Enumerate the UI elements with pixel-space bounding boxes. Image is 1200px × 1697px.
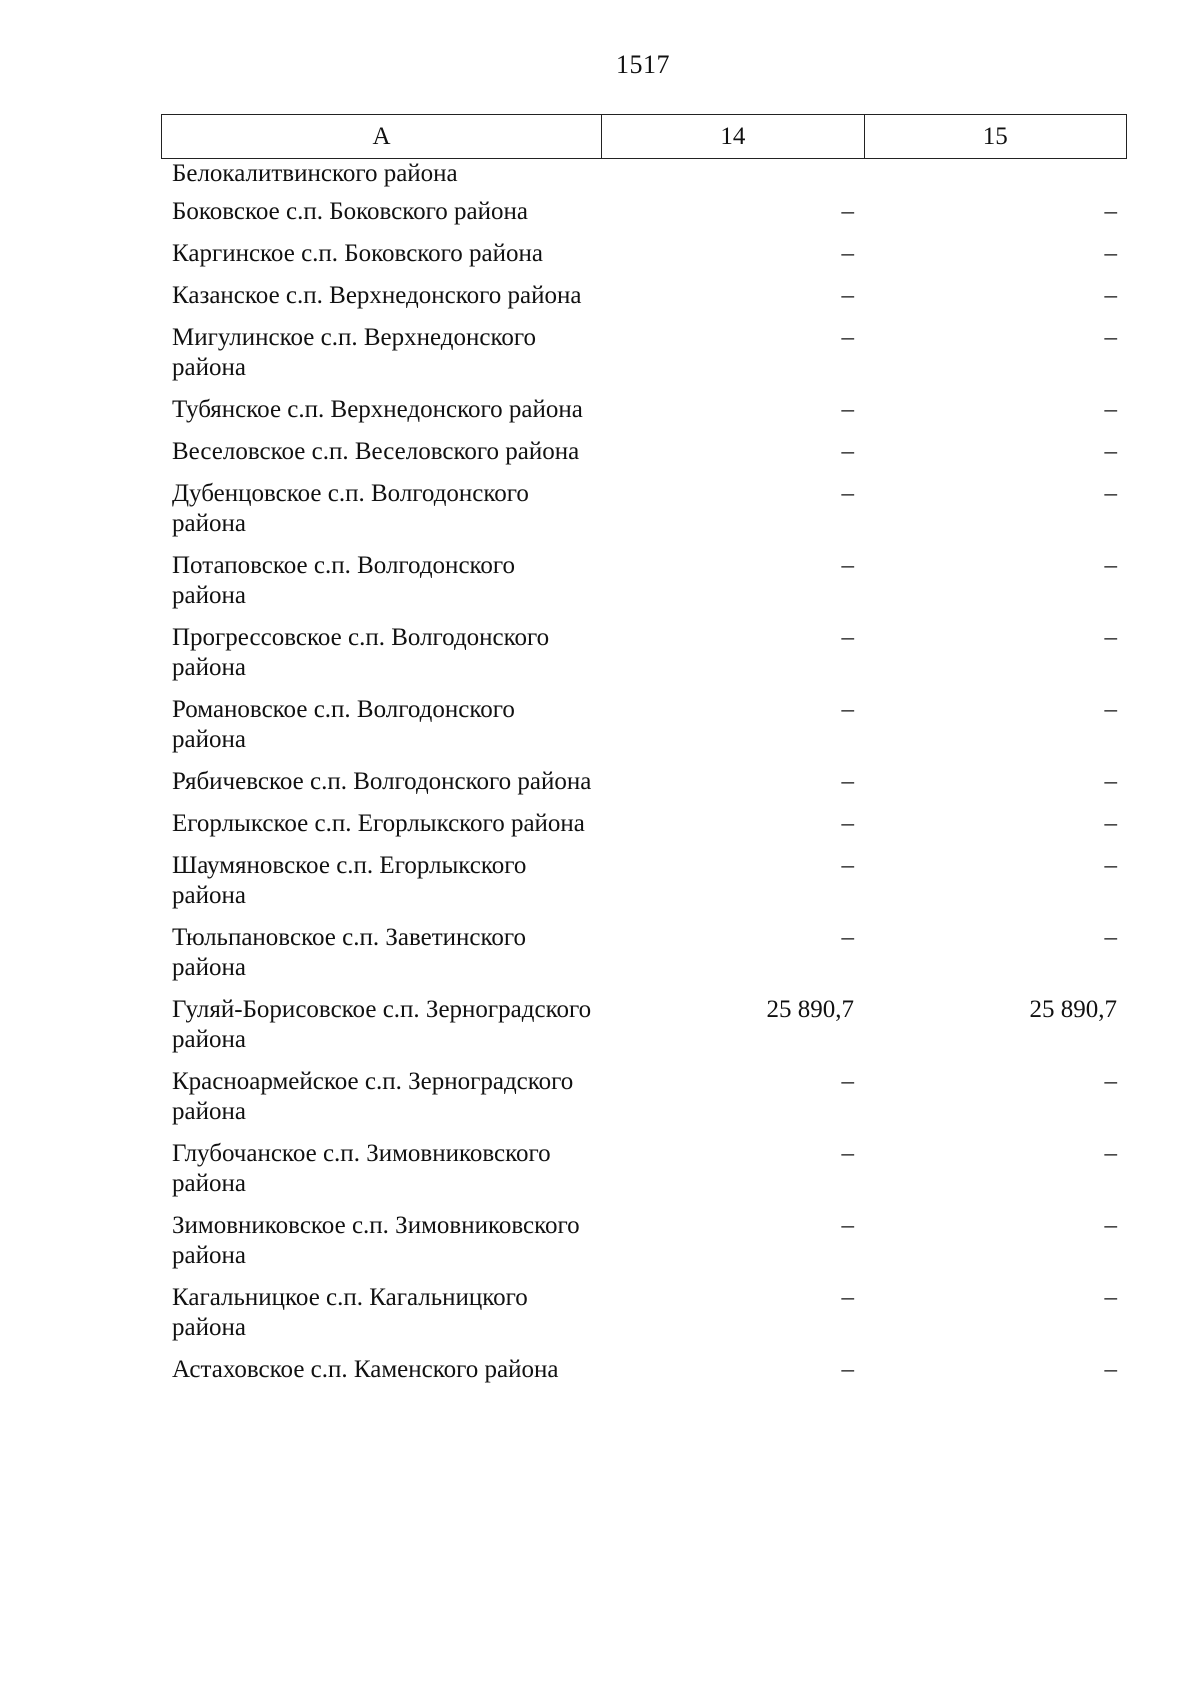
row-value-14: – <box>841 1356 854 1383</box>
row-value-15: – <box>1104 768 1117 795</box>
row-value-15: – <box>1104 1284 1117 1311</box>
table-row <box>161 281 1127 311</box>
table-row <box>161 197 1127 227</box>
row-value-14: – <box>841 852 854 879</box>
table-header-row <box>161 114 1127 159</box>
row-name-cell: Гуляй-Борисовское с.п. Зерноградского района <box>172 996 592 1053</box>
row-value-14: – <box>841 924 854 951</box>
table-row <box>161 695 1127 755</box>
table-row <box>161 1283 1127 1343</box>
row-name-cell: Шаумяновское с.п. Егорлыкского района <box>172 852 527 909</box>
row-value-15: – <box>1104 624 1117 651</box>
row-value-14: – <box>841 1140 854 1167</box>
row-value-15: – <box>1104 1356 1117 1383</box>
row-name-cell: Веселовское с.п. Веселовского района <box>172 438 580 465</box>
row-value-15: – <box>1104 324 1117 351</box>
header-cell-15: 15 <box>864 115 1126 158</box>
row-value-15: – <box>1104 1068 1117 1095</box>
table-row <box>161 1211 1127 1271</box>
row-value-14: – <box>841 696 854 723</box>
row-name-cell: Красноармейское с.п. Зерноградского района <box>172 1068 574 1125</box>
table-row <box>161 323 1127 383</box>
table-row <box>161 1067 1127 1127</box>
table-row <box>161 1139 1127 1199</box>
row-name-cell: Прогрессовское с.п. Волгодонского района <box>172 624 550 681</box>
row-value-14: – <box>841 240 854 267</box>
table-row <box>161 479 1127 539</box>
row-name-cell: Казанское с.п. Верхнедонского района <box>172 282 582 309</box>
row-value-15: – <box>1104 810 1117 837</box>
table-row <box>161 395 1127 425</box>
row-name-cell: Зимовниковское с.п. Зимовниковского района <box>172 1212 580 1269</box>
row-value-15: – <box>1104 924 1117 951</box>
row-name-cell: Рябичевское с.п. Волгодонского района <box>172 768 592 795</box>
row-value-15: – <box>1104 438 1117 465</box>
table-row <box>161 551 1127 611</box>
row-value-15: – <box>1104 696 1117 723</box>
row-value-14: – <box>841 396 854 423</box>
row-name-cell: Астаховское с.п. Каменского района <box>172 1356 559 1383</box>
row-value-15: – <box>1104 198 1117 225</box>
row-name-cell: Глубочанское с.п. Зимовниковского района <box>172 1140 551 1197</box>
table-row <box>161 623 1127 683</box>
row-value-15: – <box>1104 1140 1117 1167</box>
row-name-cell: Мигулинское с.п. Верхнедонского района <box>172 324 536 381</box>
row-value-14: – <box>841 480 854 507</box>
row-value-14: – <box>841 282 854 309</box>
table-row <box>161 995 1127 1055</box>
header-cell-14: 14 <box>601 115 863 158</box>
row-name-cell: Боковское с.п. Боковского района <box>172 198 528 225</box>
row-value-14: – <box>841 438 854 465</box>
row-name-cell: Егорлыкское с.п. Егорлыкского района <box>172 810 585 837</box>
row-value-14: – <box>841 1068 854 1095</box>
table-row <box>161 923 1127 983</box>
row-name-cell: Тюльпановское с.п. Заветинского района <box>172 924 526 981</box>
header-cell-a: А <box>372 122 391 150</box>
row-name-cell: Кагальницкое с.п. Кагальницкого района <box>172 1284 528 1341</box>
page-number: 1517 <box>616 50 670 79</box>
data-table <box>161 114 1127 1397</box>
table-row <box>161 1355 1127 1385</box>
table-body <box>161 197 1127 1385</box>
row-name-cell: Романовское с.п. Волгодонского района <box>172 696 515 753</box>
row-value-14: – <box>841 552 854 579</box>
row-value-15: – <box>1104 396 1117 423</box>
row-value-15: – <box>1104 240 1117 267</box>
row-value-14: – <box>841 1284 854 1311</box>
row-value-14: – <box>841 324 854 351</box>
row-value-14: – <box>841 1212 854 1239</box>
table-row <box>161 851 1127 911</box>
row-value-14: – <box>841 198 854 225</box>
table-row <box>161 767 1127 797</box>
table-row <box>161 239 1127 269</box>
row-name-cell: Каргинское с.п. Боковского района <box>172 240 543 267</box>
row-value-15: 25 890,7 <box>1029 996 1117 1023</box>
row-value-15: – <box>1104 480 1117 507</box>
row-value-14: 25 890,7 <box>766 996 854 1023</box>
row-value-15: – <box>1104 1212 1117 1239</box>
row-value-15: – <box>1104 552 1117 579</box>
row-value-14: – <box>841 624 854 651</box>
row-name-cell: Потаповское с.п. Волгодонского района <box>172 552 516 609</box>
row-name-cell: Дубенцовское с.п. Волгодонского района <box>172 480 529 537</box>
table-row <box>161 437 1127 467</box>
table-row <box>161 809 1127 839</box>
row-value-15: – <box>1104 282 1117 309</box>
row-value-14: – <box>841 810 854 837</box>
continuation-text: Белокалитвинского района <box>172 160 458 187</box>
row-value-14: – <box>841 768 854 795</box>
row-name-cell: Тубянское с.п. Верхнедонского района <box>172 396 583 423</box>
row-value-15: – <box>1104 852 1117 879</box>
